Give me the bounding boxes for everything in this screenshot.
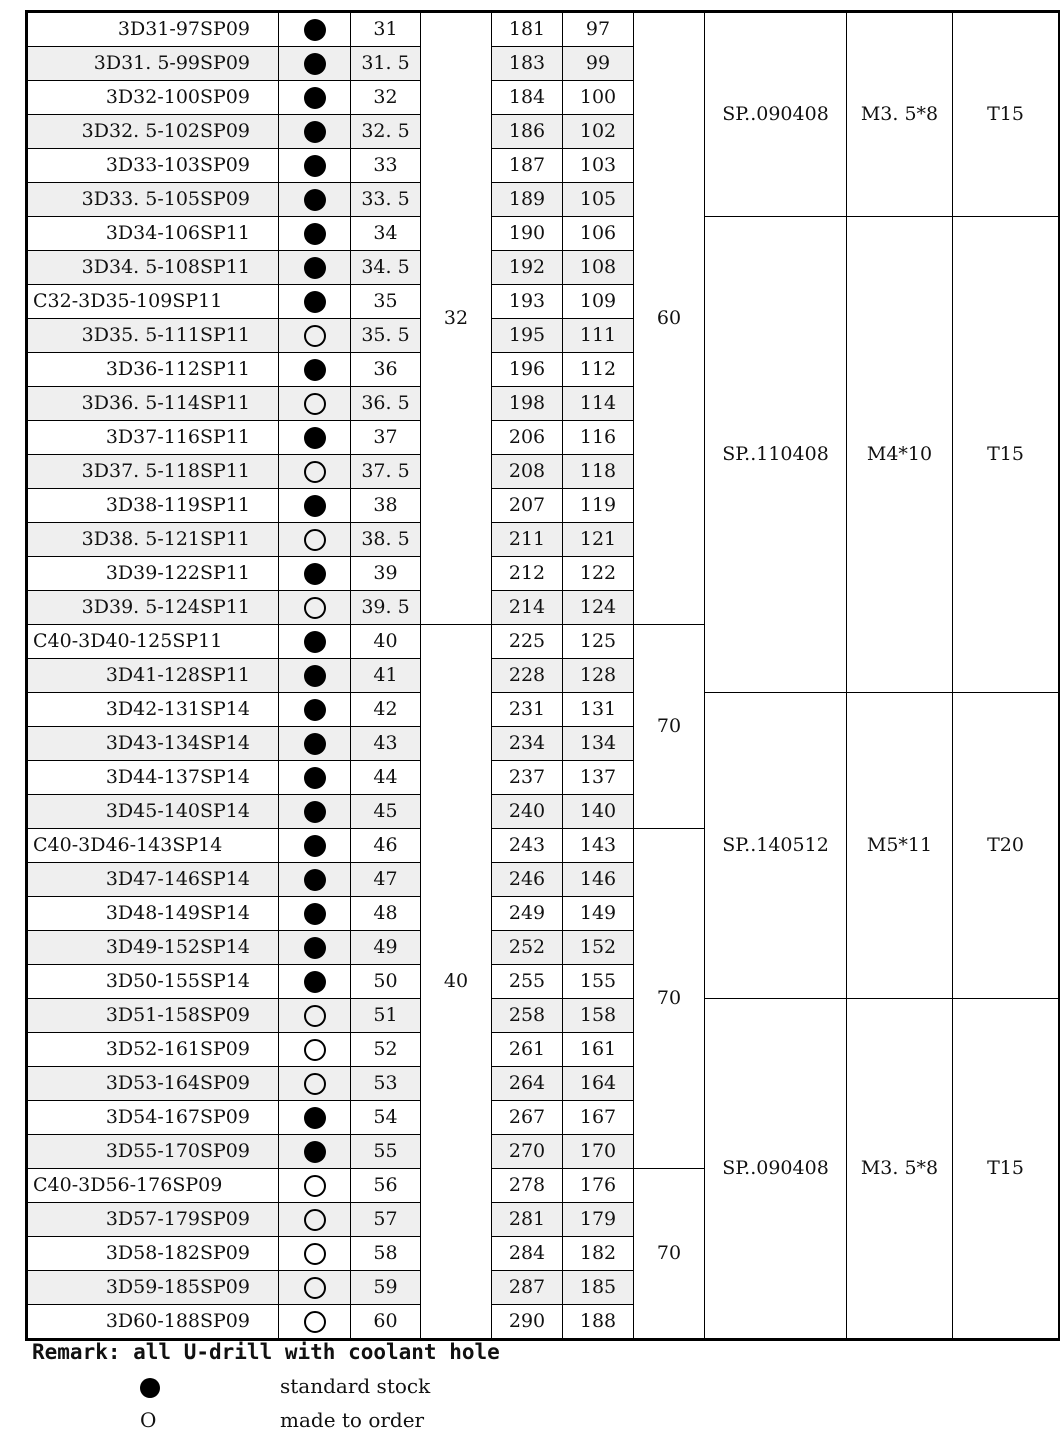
model-cell: C40-3D56-176SP09 [27, 1169, 279, 1203]
drill-depth-cell: 108 [563, 251, 634, 285]
filled-circle-icon [304, 155, 326, 177]
remark-block [32, 1340, 1032, 1364]
total-length-cell: 284 [492, 1237, 563, 1271]
screw-cell: M4*10 [847, 217, 953, 693]
legend-standard-label: standard stock [280, 1374, 431, 1398]
drill-depth-cell: 97 [563, 12, 634, 47]
total-length-cell: 278 [492, 1169, 563, 1203]
legend-order-label: made to order [280, 1408, 425, 1432]
drill-depth-cell: 161 [563, 1033, 634, 1067]
table-row [27, 693, 1060, 727]
model-cell: 3D55-170SP09 [27, 1135, 279, 1169]
drill-depth-cell: 111 [563, 319, 634, 353]
stock-cell [279, 387, 351, 421]
diameter-cell: 50 [351, 965, 421, 999]
diameter-cell: 37 [351, 421, 421, 455]
diameter-cell: 58 [351, 1237, 421, 1271]
total-length-cell: 287 [492, 1271, 563, 1305]
filled-circle-icon [304, 223, 326, 245]
key-cell: T20 [953, 693, 1060, 999]
total-length-cell: 214 [492, 591, 563, 625]
stock-cell [279, 795, 351, 829]
screw-cell: M3. 5*8 [847, 12, 953, 217]
key-cell: T15 [953, 217, 1060, 693]
drill-depth-cell: 99 [563, 47, 634, 81]
shank-diameter-cell: 40 [421, 625, 492, 1340]
diameter-cell: 32 [351, 81, 421, 115]
total-length-cell: 225 [492, 625, 563, 659]
model-cell: 3D34. 5-108SP11 [27, 251, 279, 285]
total-length-cell: 187 [492, 149, 563, 183]
stock-cell [279, 1101, 351, 1135]
drill-depth-cell: 137 [563, 761, 634, 795]
table-row [27, 999, 1060, 1033]
insert-cell: SP..090408 [705, 12, 847, 217]
legend-order-symbol: O [140, 1408, 157, 1432]
model-cell: 3D44-137SP14 [27, 761, 279, 795]
stock-cell [279, 115, 351, 149]
stock-cell [279, 829, 351, 863]
model-cell: 3D48-149SP14 [27, 897, 279, 931]
open-circle-icon [304, 1073, 326, 1095]
drill-depth-cell: 128 [563, 659, 634, 693]
total-length-cell: 190 [492, 217, 563, 251]
drill-depth-cell: 102 [563, 115, 634, 149]
shank-length-cell: 70 [634, 829, 705, 1169]
filled-circle-icon [304, 869, 326, 891]
diameter-cell: 40 [351, 625, 421, 659]
stock-cell [279, 625, 351, 659]
total-length-cell: 234 [492, 727, 563, 761]
drill-depth-cell: 124 [563, 591, 634, 625]
diameter-cell: 39. 5 [351, 591, 421, 625]
total-length-cell: 246 [492, 863, 563, 897]
stock-cell [279, 47, 351, 81]
diameter-cell: 32. 5 [351, 115, 421, 149]
model-cell: 3D36-112SP11 [27, 353, 279, 387]
diameter-cell: 54 [351, 1101, 421, 1135]
diameter-cell: 51 [351, 999, 421, 1033]
diameter-cell: 33 [351, 149, 421, 183]
stock-cell [279, 319, 351, 353]
drill-depth-cell: 170 [563, 1135, 634, 1169]
model-cell: 3D60-188SP09 [27, 1305, 279, 1340]
model-cell: 3D38. 5-121SP11 [27, 523, 279, 557]
table-row [27, 12, 1060, 47]
stock-cell [279, 693, 351, 727]
model-cell: 3D37-116SP11 [27, 421, 279, 455]
drill-depth-cell: 119 [563, 489, 634, 523]
diameter-cell: 60 [351, 1305, 421, 1340]
diameter-cell: 35 [351, 285, 421, 319]
model-cell: 3D53-164SP09 [27, 1067, 279, 1101]
drill-depth-cell: 125 [563, 625, 634, 659]
model-cell: 3D41-128SP11 [27, 659, 279, 693]
legend-order [140, 1408, 640, 1432]
diameter-cell: 34 [351, 217, 421, 251]
drill-depth-cell: 121 [563, 523, 634, 557]
model-cell: C40-3D40-125SP11 [27, 625, 279, 659]
filled-circle-icon [304, 359, 326, 381]
model-cell: 3D38-119SP11 [27, 489, 279, 523]
stock-cell [279, 489, 351, 523]
model-cell: 3D54-167SP09 [27, 1101, 279, 1135]
total-length-cell: 237 [492, 761, 563, 795]
open-circle-icon [304, 325, 326, 347]
shank-length-cell: 70 [634, 1169, 705, 1340]
drill-depth-cell: 143 [563, 829, 634, 863]
model-cell: 3D32. 5-102SP09 [27, 115, 279, 149]
stock-cell [279, 523, 351, 557]
model-cell: 3D39. 5-124SP11 [27, 591, 279, 625]
stock-cell [279, 81, 351, 115]
filled-circle-icon [304, 189, 326, 211]
model-cell: 3D35. 5-111SP11 [27, 319, 279, 353]
total-length-cell: 198 [492, 387, 563, 421]
filled-circle-icon [304, 121, 326, 143]
spec-table-body [27, 12, 1060, 1340]
open-circle-icon [304, 1277, 326, 1299]
drill-depth-cell: 152 [563, 931, 634, 965]
drill-depth-cell: 149 [563, 897, 634, 931]
total-length-cell: 195 [492, 319, 563, 353]
model-cell: 3D31. 5-99SP09 [27, 47, 279, 81]
model-cell: 3D57-179SP09 [27, 1203, 279, 1237]
model-cell: 3D32-100SP09 [27, 81, 279, 115]
model-cell: 3D47-146SP14 [27, 863, 279, 897]
stock-cell [279, 1237, 351, 1271]
drill-depth-cell: 114 [563, 387, 634, 421]
diameter-cell: 59 [351, 1271, 421, 1305]
filled-circle-icon [304, 495, 326, 517]
shank-length-cell: 60 [634, 12, 705, 625]
drill-depth-cell: 176 [563, 1169, 634, 1203]
total-length-cell: 252 [492, 931, 563, 965]
stock-cell [279, 1033, 351, 1067]
drill-depth-cell: 146 [563, 863, 634, 897]
total-length-cell: 211 [492, 523, 563, 557]
drill-depth-cell: 182 [563, 1237, 634, 1271]
open-circle-icon [304, 1039, 326, 1061]
spec-table [25, 10, 1060, 1341]
model-cell: 3D58-182SP09 [27, 1237, 279, 1271]
shank-length-cell: 70 [634, 625, 705, 829]
stock-cell [279, 1203, 351, 1237]
diameter-cell: 31. 5 [351, 47, 421, 81]
stock-cell [279, 557, 351, 591]
stock-cell [279, 897, 351, 931]
total-length-cell: 196 [492, 353, 563, 387]
open-circle-icon [304, 461, 326, 483]
total-length-cell: 240 [492, 795, 563, 829]
diameter-cell: 55 [351, 1135, 421, 1169]
filled-circle-icon [304, 631, 326, 653]
total-length-cell: 258 [492, 999, 563, 1033]
diameter-cell: 33. 5 [351, 183, 421, 217]
filled-circle-icon [304, 1141, 326, 1163]
diameter-cell: 31 [351, 12, 421, 47]
model-cell: 3D49-152SP14 [27, 931, 279, 965]
stock-cell [279, 1067, 351, 1101]
model-cell: 3D52-161SP09 [27, 1033, 279, 1067]
filled-circle-icon [304, 903, 326, 925]
stock-cell [279, 591, 351, 625]
stock-cell [279, 1305, 351, 1340]
total-length-cell: 281 [492, 1203, 563, 1237]
filled-circle-icon [304, 1107, 326, 1129]
filled-circle-icon [304, 835, 326, 857]
total-length-cell: 192 [492, 251, 563, 285]
drill-depth-cell: 116 [563, 421, 634, 455]
diameter-cell: 38 [351, 489, 421, 523]
total-length-cell: 184 [492, 81, 563, 115]
filled-circle-icon [304, 53, 326, 75]
stock-cell [279, 727, 351, 761]
open-circle-icon [304, 1175, 326, 1197]
diameter-cell: 45 [351, 795, 421, 829]
stock-cell [279, 659, 351, 693]
filled-circle-icon [304, 971, 326, 993]
model-cell: C40-3D46-143SP14 [27, 829, 279, 863]
total-length-cell: 264 [492, 1067, 563, 1101]
filled-circle-icon [140, 1374, 280, 1398]
diameter-cell: 48 [351, 897, 421, 931]
stock-cell [279, 1271, 351, 1305]
model-cell: 3D45-140SP14 [27, 795, 279, 829]
open-circle-icon [304, 1311, 326, 1333]
total-length-cell: 206 [492, 421, 563, 455]
model-cell: 3D39-122SP11 [27, 557, 279, 591]
total-length-cell: 243 [492, 829, 563, 863]
open-circle-icon [304, 1243, 326, 1265]
stock-cell [279, 455, 351, 489]
key-cell: T15 [953, 12, 1060, 217]
insert-cell: SP..110408 [705, 217, 847, 693]
stock-cell [279, 217, 351, 251]
drill-depth-cell: 100 [563, 81, 634, 115]
total-length-cell: 183 [492, 47, 563, 81]
diameter-cell: 36. 5 [351, 387, 421, 421]
filled-circle-icon [304, 801, 326, 823]
model-cell: 3D36. 5-114SP11 [27, 387, 279, 421]
drill-depth-cell: 140 [563, 795, 634, 829]
filled-circle-icon [304, 563, 326, 585]
stock-cell [279, 761, 351, 795]
drill-depth-cell: 122 [563, 557, 634, 591]
remark-title: Remark: all U-drill with coolant hole [32, 1340, 500, 1364]
diameter-cell: 41 [351, 659, 421, 693]
open-circle-icon [304, 529, 326, 551]
stock-cell [279, 999, 351, 1033]
total-length-cell: 186 [492, 115, 563, 149]
screw-cell: M3. 5*8 [847, 999, 953, 1340]
filled-circle-icon [304, 767, 326, 789]
diameter-cell: 34. 5 [351, 251, 421, 285]
filled-circle-icon [304, 427, 326, 449]
drill-depth-cell: 118 [563, 455, 634, 489]
filled-circle-icon [304, 291, 326, 313]
filled-circle-icon [304, 699, 326, 721]
diameter-cell: 44 [351, 761, 421, 795]
total-length-cell: 193 [492, 285, 563, 319]
stock-cell [279, 421, 351, 455]
model-cell: 3D51-158SP09 [27, 999, 279, 1033]
total-length-cell: 267 [492, 1101, 563, 1135]
model-cell: 3D33-103SP09 [27, 149, 279, 183]
total-length-cell: 181 [492, 12, 563, 47]
model-cell: 3D50-155SP14 [27, 965, 279, 999]
open-circle-icon [304, 1209, 326, 1231]
stock-cell [279, 183, 351, 217]
drill-depth-cell: 134 [563, 727, 634, 761]
stock-cell [279, 149, 351, 183]
drill-depth-cell: 103 [563, 149, 634, 183]
model-cell: 3D33. 5-105SP09 [27, 183, 279, 217]
total-length-cell: 255 [492, 965, 563, 999]
diameter-cell: 53 [351, 1067, 421, 1101]
filled-circle-icon [304, 87, 326, 109]
drill-depth-cell: 112 [563, 353, 634, 387]
open-circle-icon [304, 393, 326, 415]
total-length-cell: 212 [492, 557, 563, 591]
total-length-cell: 208 [492, 455, 563, 489]
diameter-cell: 56 [351, 1169, 421, 1203]
total-length-cell: 290 [492, 1305, 563, 1340]
model-cell: 3D31-97SP09 [27, 12, 279, 47]
diameter-cell: 47 [351, 863, 421, 897]
total-length-cell: 249 [492, 897, 563, 931]
total-length-cell: 228 [492, 659, 563, 693]
diameter-cell: 36 [351, 353, 421, 387]
drill-depth-cell: 106 [563, 217, 634, 251]
drill-depth-cell: 164 [563, 1067, 634, 1101]
stock-cell [279, 1169, 351, 1203]
drill-depth-cell: 167 [563, 1101, 634, 1135]
drill-depth-cell: 158 [563, 999, 634, 1033]
model-cell: 3D37. 5-118SP11 [27, 455, 279, 489]
model-cell: 3D34-106SP11 [27, 217, 279, 251]
diameter-cell: 38. 5 [351, 523, 421, 557]
diameter-cell: 35. 5 [351, 319, 421, 353]
total-length-cell: 261 [492, 1033, 563, 1067]
key-cell: T15 [953, 999, 1060, 1340]
model-cell: 3D43-134SP14 [27, 727, 279, 761]
stock-cell [279, 1135, 351, 1169]
legend-standard [140, 1374, 640, 1398]
drill-depth-cell: 155 [563, 965, 634, 999]
model-cell: C32-3D35-109SP11 [27, 285, 279, 319]
drill-depth-cell: 179 [563, 1203, 634, 1237]
table-row [27, 217, 1060, 251]
filled-circle-icon [304, 19, 326, 41]
open-circle-icon [304, 1005, 326, 1027]
total-length-cell: 189 [492, 183, 563, 217]
diameter-cell: 52 [351, 1033, 421, 1067]
diameter-cell: 42 [351, 693, 421, 727]
diameter-cell: 46 [351, 829, 421, 863]
insert-cell: SP..140512 [705, 693, 847, 999]
stock-cell [279, 863, 351, 897]
open-circle-icon [304, 597, 326, 619]
filled-circle-icon [304, 665, 326, 687]
drill-depth-cell: 131 [563, 693, 634, 727]
filled-circle-icon [304, 937, 326, 959]
model-cell: 3D42-131SP14 [27, 693, 279, 727]
diameter-cell: 43 [351, 727, 421, 761]
drill-depth-cell: 185 [563, 1271, 634, 1305]
drill-depth-cell: 109 [563, 285, 634, 319]
screw-cell: M5*11 [847, 693, 953, 999]
filled-circle-icon [304, 733, 326, 755]
stock-cell [279, 965, 351, 999]
model-cell: 3D59-185SP09 [27, 1271, 279, 1305]
total-length-cell: 270 [492, 1135, 563, 1169]
shank-diameter-cell: 32 [421, 12, 492, 625]
stock-cell [279, 12, 351, 47]
total-length-cell: 231 [492, 693, 563, 727]
stock-cell [279, 251, 351, 285]
total-length-cell: 207 [492, 489, 563, 523]
stock-cell [279, 353, 351, 387]
diameter-cell: 37. 5 [351, 455, 421, 489]
drill-depth-cell: 105 [563, 183, 634, 217]
diameter-cell: 39 [351, 557, 421, 591]
stock-cell [279, 931, 351, 965]
drill-depth-cell: 188 [563, 1305, 634, 1340]
diameter-cell: 57 [351, 1203, 421, 1237]
insert-cell: SP..090408 [705, 999, 847, 1340]
diameter-cell: 49 [351, 931, 421, 965]
stock-cell [279, 285, 351, 319]
filled-circle-icon [304, 257, 326, 279]
